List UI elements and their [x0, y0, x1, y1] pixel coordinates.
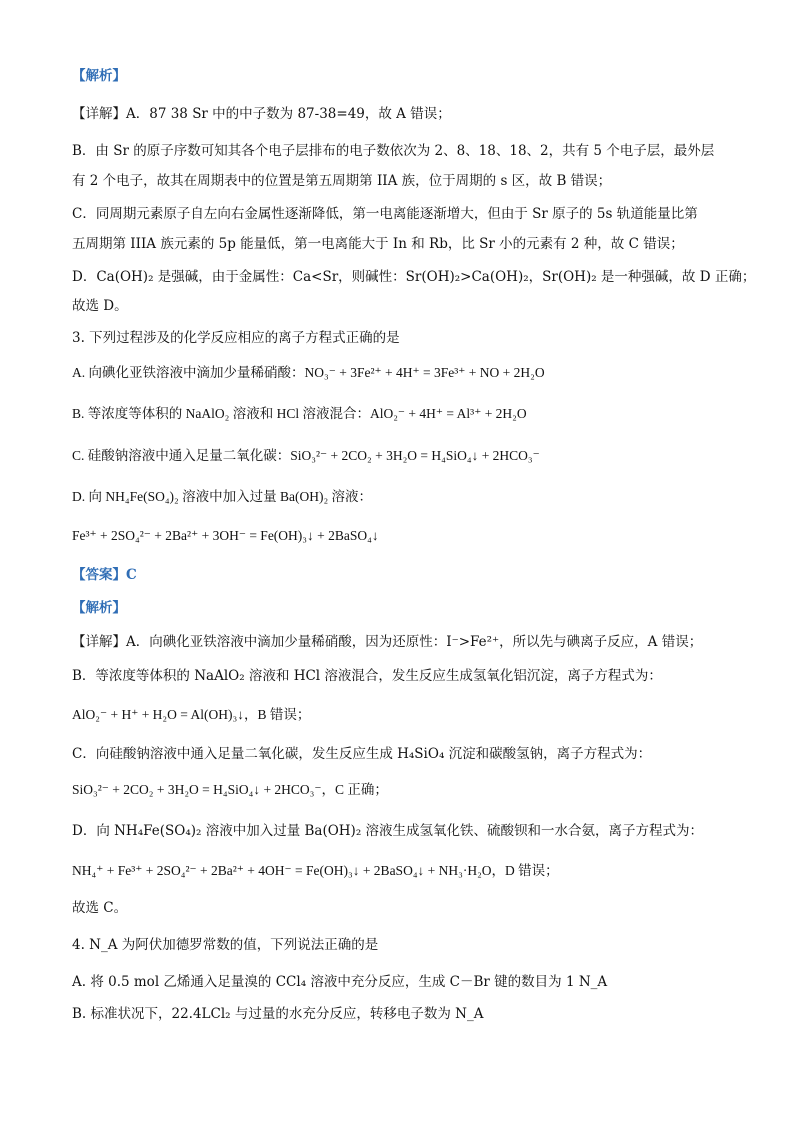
text-line: B．由 Sr 的原子序数可知其各个电子层排布的电子数依次为 2、8、18、18、2，共有 5 个电子层，最外层	[72, 143, 715, 159]
text-line: 故选 D。	[72, 298, 128, 314]
text-line: D．Ca(OH)₂ 是强碱，由于金属性：Ca<Sr，则碱性：Sr(OH)₂>Ca(OH)₂，Sr(OH)₂ 是一种强碱，故 D 正确；	[72, 269, 756, 285]
option-b: B. 等浓度等体积的 NaAlO₂ 溶液和 HCl 溶液混合：AlO₂⁻ + 4H⁺ = Al³⁺ + 2H₂O	[72, 406, 527, 421]
text-line: D．向 NH₄Fe(SO₄)₂ 溶液中加入过量 Ba(OH)₂ 溶液生成氢氧化铁、硫酸钡和一水合氨，离子方程式为：	[72, 823, 704, 839]
text-line: B．等浓度等体积的 NaAlO₂ 溶液和 HCl 溶液混合，发生反应生成氢氧化铝沉淀，离子方程式为：	[72, 668, 662, 684]
option-d-equation: Fe³⁺ + 2SO₄²⁻ + 2Ba²⁺ + 3OH⁻ = Fe(OH)₃↓ + 2BaSO₄↓	[72, 528, 379, 543]
analysis-heading: 【解析】	[72, 600, 126, 616]
equation-line: AlO₂⁻ + H⁺ + H₂O = Al(OH)₃↓，B 错误；	[72, 707, 311, 722]
option-a: A. 将 0.5 mol 乙烯通入足量溴的 CCl₄ 溶液中充分反应，生成 C－Br 键的数目为 1 N_A	[72, 974, 608, 990]
text-line: C．同周期元素原子自左向右金属性逐渐降低，第一电离能逐渐增大，但由于 Sr 原子的 5s 轨道能量比第	[72, 206, 698, 222]
equation-line: SiO₃²⁻ + 2CO₂ + 3H₂O = H₄SiO₄↓ + 2HCO₃⁻，C 正确；	[72, 782, 388, 797]
option-d: D. 向 NH₄Fe(SO₄)₂ 溶液中加入过量 Ba(OH)₂ 溶液：	[72, 489, 373, 504]
text-line: C．向硅酸钠溶液中通入足量二氧化碳，发生反应生成 H₄SiO₄ 沉淀和碳酸氢钠，离子方程式为：	[72, 746, 652, 762]
question-3-stem: 3. 下列过程涉及的化学反应相应的离子方程式正确的是	[72, 330, 400, 346]
analysis-heading: 【解析】	[72, 68, 126, 84]
option-a: A. 向碘化亚铁溶液中滴加少量稀硝酸：NO₃⁻ + 3Fe²⁺ + 4H⁺ = 3Fe³⁺ + NO + 2H₂O	[72, 365, 545, 380]
equation-line: NH₄⁺ + Fe³⁺ + 2SO₄²⁻ + 2Ba²⁺ + 4OH⁻ = Fe(OH)₃↓ + 2BaSO₄↓ + NH₃·H₂O，D 错误；	[72, 863, 559, 878]
question-4-stem: 4. N_A 为阿伏加德罗常数的值，下列说法正确的是	[72, 937, 379, 953]
option-c: C. 硅酸钠溶液中通入足量二氧化碳：SiO₃²⁻ + 2CO₂ + 3H₂O = H₄SiO₄↓ + 2HCO₃⁻	[72, 448, 540, 463]
text-line: 有 2 个电子，故其在周期表中的位置是第五周期第 IIA 族，位于周期的 s 区，故 B 错误；	[72, 173, 612, 189]
text-line: 【详解】A．向碘化亚铁溶液中滴加少量稀硝酸，因为还原性：I⁻>Fe²⁺，所以先与碘离子反应，A 错误；	[72, 634, 703, 650]
text-line: 【详解】A．87 38 Sr 中的中子数为 87-38=49，故 A 错误；	[72, 106, 451, 122]
option-b: B. 标准状况下，22.4LCl₂ 与过量的水充分反应，转移电子数为 N_A	[72, 1006, 484, 1022]
answer-line: 【答案】C	[72, 567, 137, 583]
text-line: 故选 C。	[72, 900, 128, 916]
text-line: 五周期第 IIIA 族元素的 5p 能量低，第一电离能大于 In 和 Rb，比 Sr 小的元素有 2 种，故 C 错误；	[72, 236, 684, 252]
